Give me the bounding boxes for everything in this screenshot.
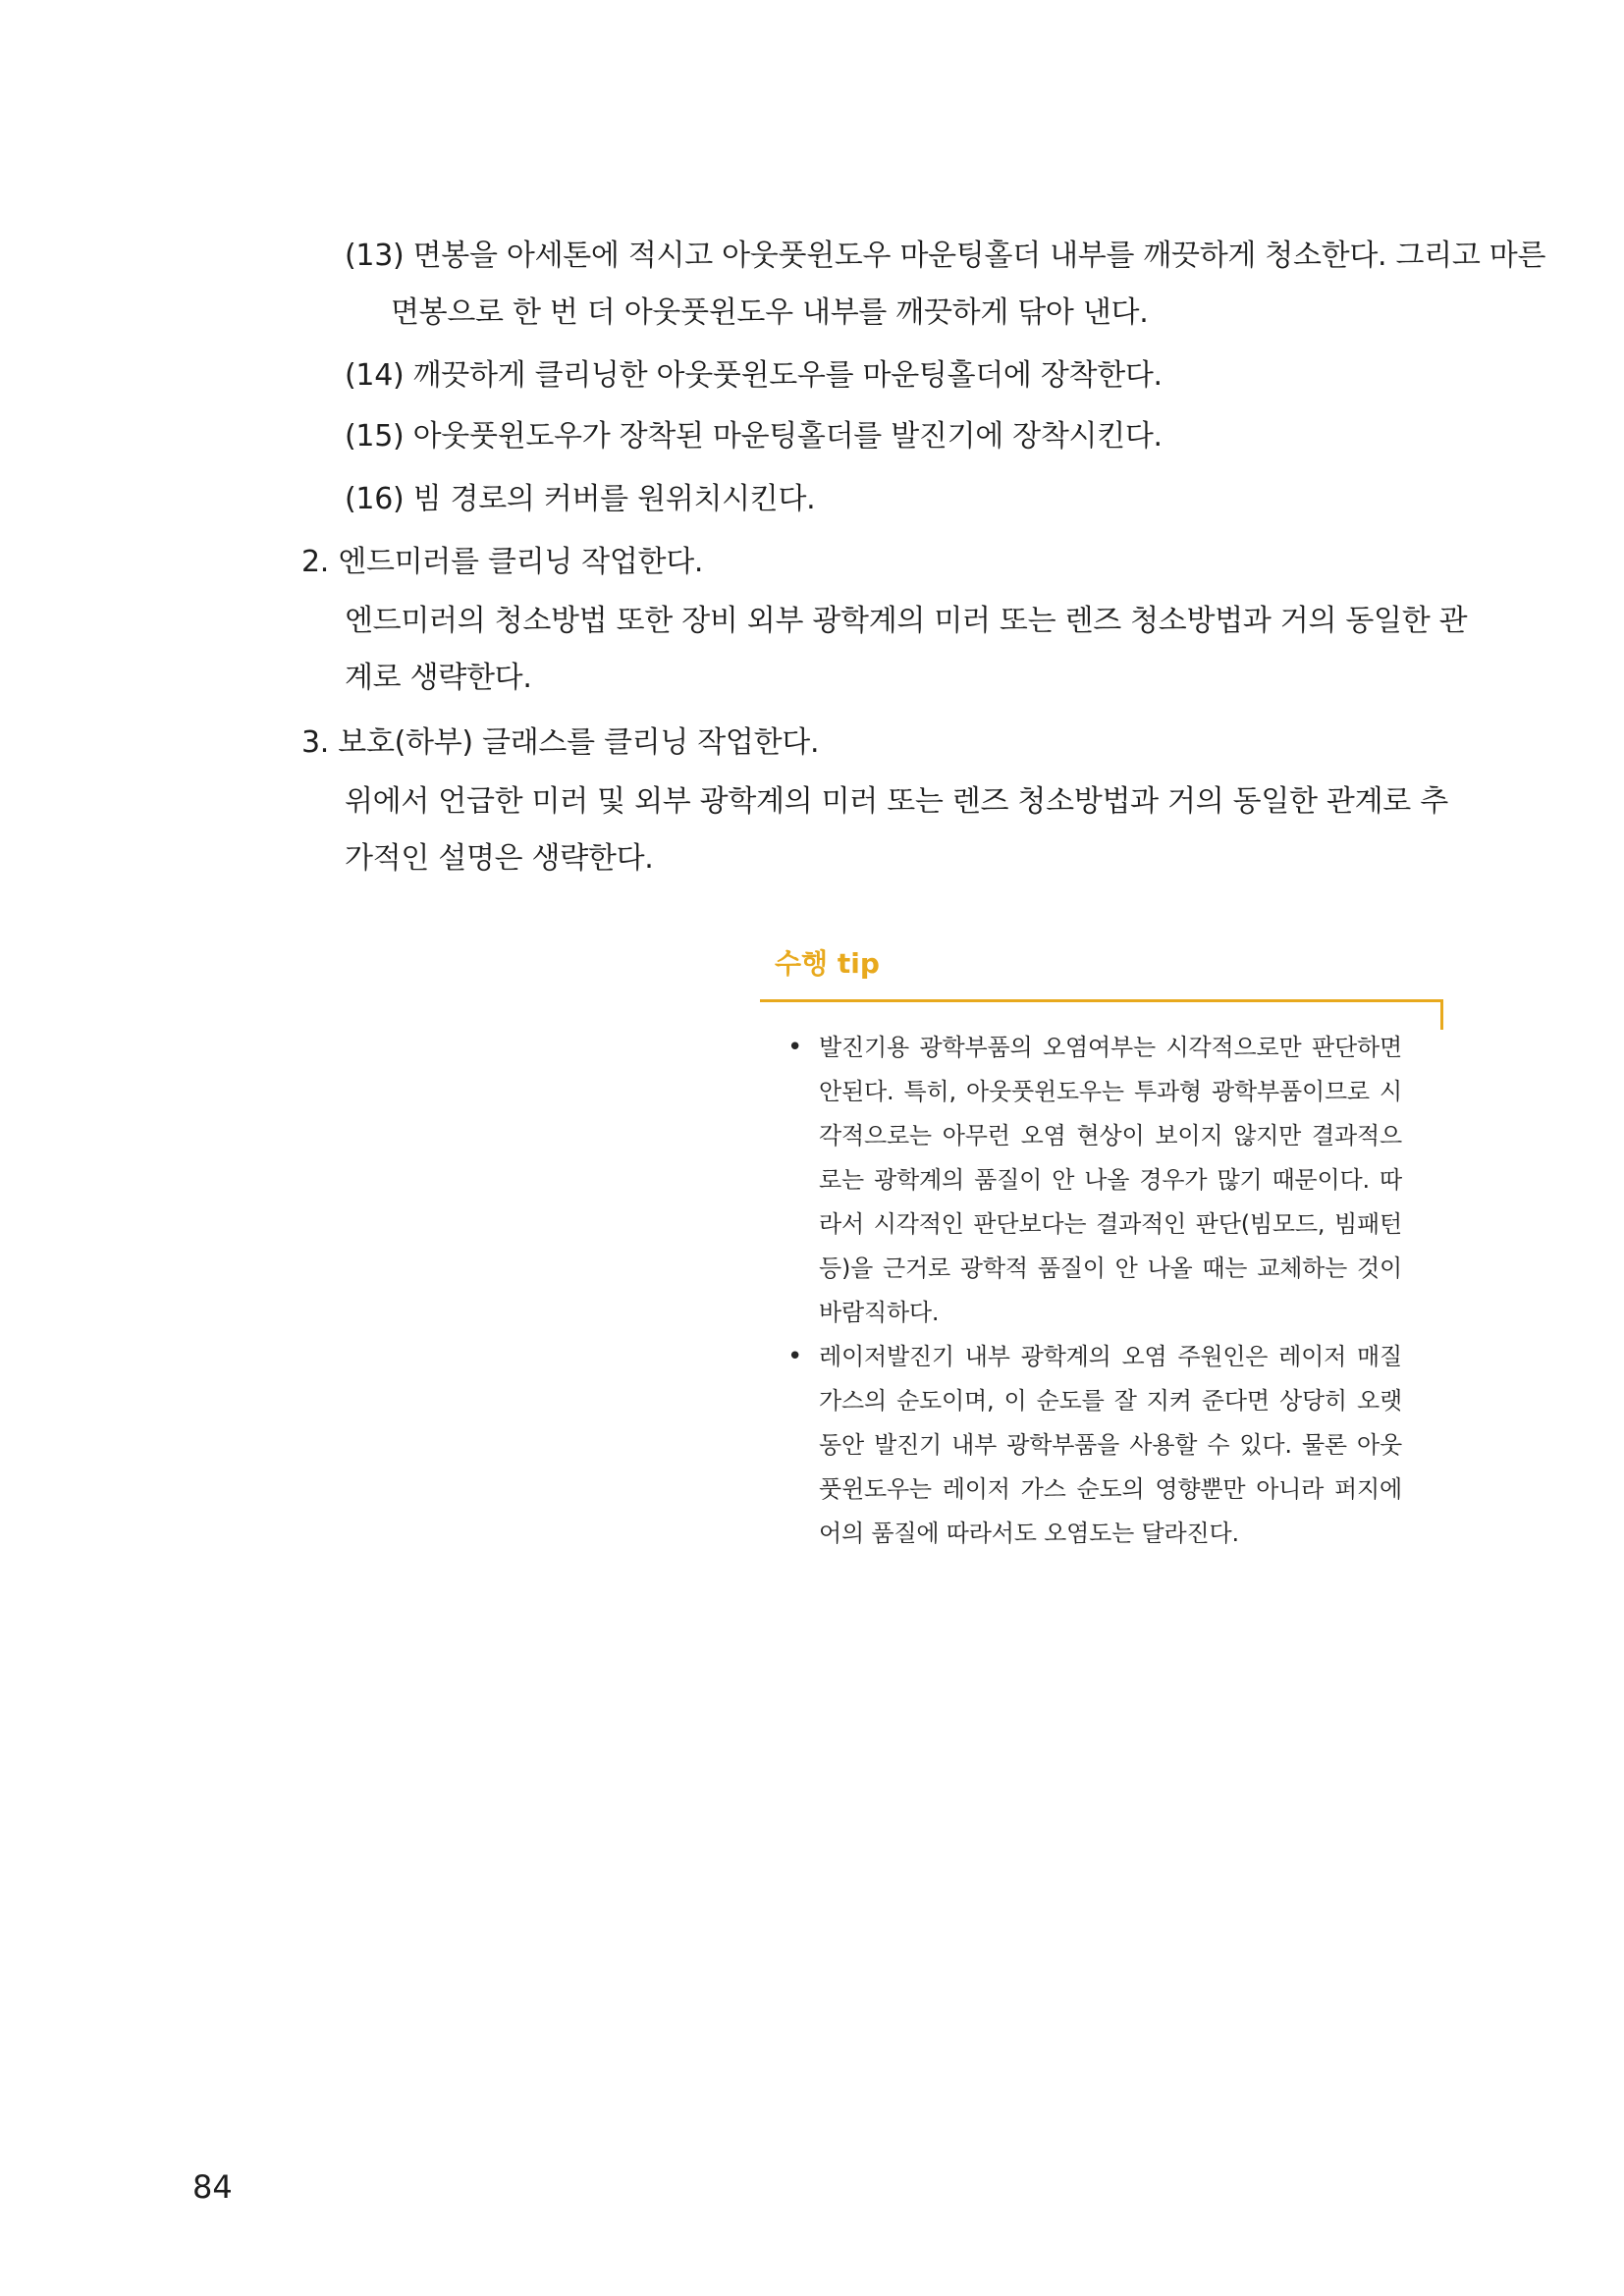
section-3-heading: 3. 보호(하부) 글래스를 클리닝 작업한다.: [301, 725, 820, 760]
tip-item-2-line: 어의 품질에 따라서도 오염도는 달라진다.: [819, 1520, 1239, 1547]
tip-item-1-line: 등)을 근거로 광학적 품질이 안 나올 때는 교체하는 것이: [819, 1255, 1402, 1282]
tip-item-1-line: 발진기용 광학부품의 오염여부는 시각적으로만 판단하면: [819, 1034, 1402, 1061]
section-2-line-1: 엔드미러의 청소방법 또한 장비 외부 광학계의 미러 또는 렌즈 청소방법과 거의 동일한 관: [345, 604, 1468, 638]
tip-divider: [760, 999, 1443, 1002]
section-2-line-2: 계로 생략한다.: [345, 661, 532, 695]
tip-item-1-line: 각적으로는 아무런 오염 현상이 보이지 않지만 결과적으: [819, 1122, 1402, 1149]
step-13-line-1: (13) 면봉을 아세톤에 적시고 아웃풋윈도우 마운팅홀더 내부를 깨끗하게 청소한다. 그리고 마른: [345, 239, 1546, 273]
tip-item-2-line: 가스의 순도이며, 이 순도를 잘 지켜 준다면 상당히 오랫: [819, 1387, 1402, 1415]
tip-bullet-2: •: [787, 1342, 803, 1371]
section-3-line-2: 가적인 설명은 생략한다.: [345, 841, 654, 876]
tip-item-2-line: 레이저발진기 내부 광학계의 오염 주원인은 레이저 매질: [819, 1343, 1402, 1370]
tip-item-2-line: 풋윈도우는 레이저 가스 순도의 영향뿐만 아니라 퍼지에: [819, 1475, 1402, 1503]
section-2-heading: 2. 엔드미러를 클리닝 작업한다.: [301, 545, 704, 579]
tip-item-1-line: 안된다. 특히, 아웃풋윈도우는 투과형 광학부품이므로 시: [819, 1078, 1402, 1105]
tip-bullet-1: •: [787, 1033, 803, 1062]
page-number: 84: [192, 2168, 233, 2206]
tip-item-2-line: 동안 발진기 내부 광학부품을 사용할 수 있다. 물론 아웃: [819, 1431, 1402, 1459]
tip-divider-tick: [1440, 999, 1443, 1030]
tip-item-1-line: 라서 시각적인 판단보다는 결과적인 판단(빔모드, 빔패턴: [819, 1210, 1402, 1238]
step-15: (15) 아웃풋윈도우가 장착된 마운팅홀더를 발진기에 장착시킨다.: [345, 419, 1163, 454]
tip-title: 수행 tip: [775, 947, 880, 980]
tip-item-1-line: 바람직하다.: [819, 1299, 940, 1326]
step-16: (16) 빔 경로의 커버를 원위치시킨다.: [345, 482, 816, 516]
tip-item-1-line: 로는 광학계의 품질이 안 나올 경우가 많기 때문이다. 따: [819, 1166, 1402, 1194]
section-3-line-1: 위에서 언급한 미러 및 외부 광학계의 미러 또는 렌즈 청소방법과 거의 동일한 관계로 추: [345, 784, 1448, 819]
step-14: (14) 깨끗하게 클리닝한 아웃풋윈도우를 마운팅홀더에 장착한다.: [345, 358, 1163, 393]
step-13-line-2: 면봉으로 한 번 더 아웃풋윈도우 내부를 깨끗하게 닦아 낸다.: [391, 295, 1149, 330]
